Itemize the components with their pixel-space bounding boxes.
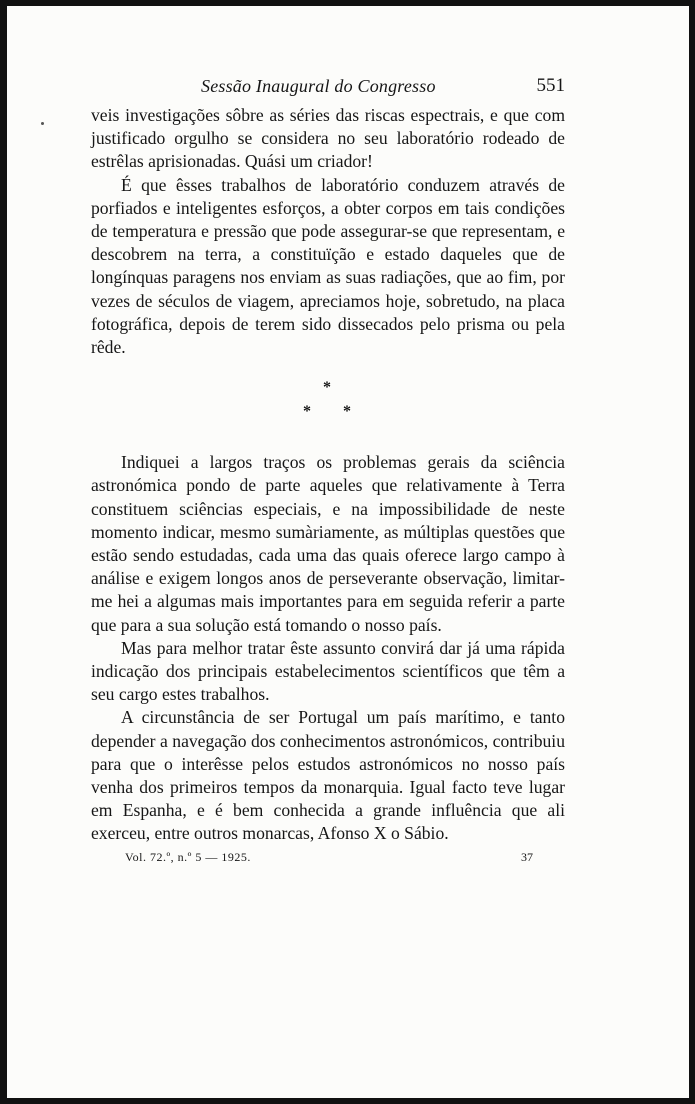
body-text-top (91, 104, 565, 359)
asterism-section-break (91, 373, 565, 451)
page-footer (91, 848, 565, 868)
asterism-star-left: * (303, 403, 311, 421)
paragraph-establishments: Mas para melhor tratar êste assunto convirá dar já uma rápida indicação dos principais estabelecimentos scientíficos que têm a seu cargo estes trabalhos. (91, 637, 565, 705)
page-number: 551 (536, 75, 565, 96)
signature-mark: 37 (521, 849, 533, 864)
paragraph-laboratory: É que êsses trabalhos de laboratório conduzem através de porfiados e inteligentes esforços, a obter corpos em tais condições de temperatura e pressão que pode assegurar-se que representam, e descobrem na terra, a constituïção e estado daqueles que de longínquas paragens nos enviam as suas radiações, que ao fim, por vezes de séculos de viagem, apreciamos hoje, sobretudo, na placa fotográfica, depois de terem sido dissecados pelo prisma ou pela rêde. (91, 174, 565, 358)
asterism-star-right: * (343, 403, 351, 421)
page-content (91, 70, 565, 868)
running-title: Sessão Inaugural do Congresso (201, 76, 436, 96)
ink-blot (41, 122, 44, 125)
paragraph-problems: Indiquei a largos traços os problemas gerais da sciência astronómica pondo de parte aqueles que relativamente à Terra constituem sciências especiais, e na impossibilidade de neste momento indicar, mesmo sumàriamente, as múltiplas questões que estão sendo estudadas, cada uma das quais oferece largo campo à análise e exigem longos anos de perseverante observação, limitar-me hei a algumas mais importantes para em seguida referir a parte que para a sua solução está tomando o nosso país. (91, 452, 565, 635)
volume-line: Vol. 72.º, n.º 5 — 1925. (125, 849, 251, 864)
asterism-star-top: * (323, 379, 331, 397)
body-text-bottom (91, 451, 565, 845)
paragraph-portugal: A circunstância de ser Portugal um país marítimo, e tanto depender a navegação dos conhecimentos astronómicos, contribuiu para que o interêsse pelos estudos astronómicos no nosso país venha dos primeiros tempos da monarquia. Igual facto teve lugar em Espanha, e é bem conhecida a grande influência que ali exerceu, entre outros monarcas, Afonso X o Sábio. (91, 707, 565, 844)
running-head (91, 70, 565, 104)
paragraph-continuation: veis investigações sôbre as séries das riscas espectrais, e que com justificado orgulho se considera no seu laboratório rodeado de estrêlas aprisionadas. Quási um criador! (91, 105, 565, 172)
